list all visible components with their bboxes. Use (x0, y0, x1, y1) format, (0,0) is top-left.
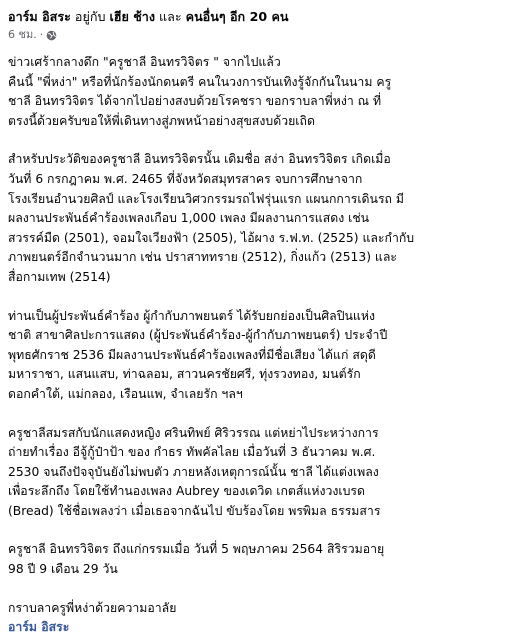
text-line: สำหรับประวัติของครูชาลี อินทรวิจิตรนั้น เดิมชื่อ สง่า อินทรวิจิตร เกิดเมื่อ (8, 152, 391, 167)
signature-link[interactable]: อาร์ม อิสระ (8, 620, 70, 635)
closing-block (8, 599, 503, 638)
text-line: ท่านเป็นผู้ประพันธ์คำร้อง ผู้กำกับภาพยนตร์ ได้รับยกย่องเป็นศิลปินแห่ง (8, 308, 375, 323)
text-line: ตรงนี้ด้วยครับขอให้พี่เดินทางสู่ภพหน้าอย่างสุขสงบด้วยเถิด (8, 113, 315, 128)
paragraph-honors (8, 307, 503, 405)
text-line: ผลงานประพันธ์คำร้องเพลงเกือบ 1,000 เพลง มีผลงานการแสดง เช่น (8, 211, 370, 226)
text-line: เพื่อระลึกถึง โดยใช้ทำนองเพลง Aubrey ของเดวิด เกตส์แห่งวงเบรด (8, 484, 365, 499)
text-line: พุทธศักราช 2536 มีผลงานประพันธ์คำร้องเพลงที่มีชื่อเสียง ได้แก่ สดุดี (8, 347, 376, 362)
text-line: มหาราชา, แสนแสบ, ท่าฉลอม, สาวนครชัยศรี, ทุ่งรวงทอง, มนต์รัก (8, 367, 361, 382)
text-line: 98 ปี 9 เดือน 29 วัน (8, 562, 118, 577)
post-header (8, 0, 503, 42)
text-line: ครูชาลี อินทรวิจิตร ถึงแก่กรรมเมื่อ วันที่ 5 พฤษภาคม 2564 สิริรวมอายุ (8, 542, 385, 557)
text-line: 2530 จนถึงปัจจุบันยังไม่พบตัว ภายหลังเหตุการณ์นั้น ชาลี ได้แต่งเพลง (8, 464, 379, 479)
text-line: สวรรค์มืด (2501), จอมใจเวียงฟ้า (2505), ไอ้ผาง ร.ฟ.ท. (2525) และกำกับ (8, 230, 415, 245)
globe-icon[interactable] (46, 30, 57, 41)
text-line: ถ่ายทำเรื่อง อีจู้กู้ป๋าป้า ของ กำธร ทัพคัลไลย เมื่อวันที่ 3 ธันวาคม พ.ศ. (8, 445, 376, 460)
with-text: อยู่กับ (74, 9, 106, 24)
and-text: และ (159, 9, 182, 24)
text-line: ครูชาลีสมรสกับนักแสดงหญิง ศรินทิพย์ ศิริวรรณ แต่หย่าไประหว่างการ (8, 425, 379, 440)
text-line: (Bread) ใช้ชื่อเพลงว่า เมื่อเธอจากฉันไป ขับร้องโดย พรพิมล ธรรมสาร (8, 503, 381, 518)
post-body (8, 53, 503, 638)
closing-text: กราบลาครูพี่หง่าด้วยความอาลัย (8, 600, 177, 615)
text-line: ชาลี อินทรวิจิตร ได้จากไปอย่างสงบด้วยโรคชรา ขอกราบลาพี่หง่า ณ ที่ (8, 94, 382, 109)
paragraph-passing (8, 540, 503, 579)
text-line: ภาพยนตร์อีกจำนวนมาก เช่น ปราสาททราย (2512), กิ่งแก้ว (2513) และ (8, 250, 397, 265)
post-header-line (8, 9, 503, 25)
paragraph-intro (8, 53, 503, 131)
text-line: ดอกคำใต้, แม่กลอง, เรือนแพ, จำเลยรัก ฯลฯ (8, 386, 243, 401)
text-line: วันที่ 6 กรกฎาคม พ.ศ. 2465 ที่จังหวัดสมุทรสาคร จบการศึกษาจาก (8, 171, 363, 186)
text-line: ชาติ สาขาศิลปะการแสดง (ผู้ประพันธ์คำร้อง-ผู้กำกับภาพยนตร์) ประจำปี (8, 328, 388, 343)
text-line: สื่อกามเทพ (2514) (8, 269, 111, 284)
post-meta (8, 28, 503, 42)
paragraph-biography (8, 150, 503, 287)
text-line: ข่าวเศร้ากลางดึก "ครูชาลี อินทรวิจิตร " จากไปแล้ว (8, 55, 281, 69)
paragraph-marriage (8, 424, 503, 522)
text-line: คืนนี้ "พี่หง่า" หรือที่นักร้องนักดนตรี คนในวงการบันเทิงรู้จักกันในนาม ครู (8, 74, 392, 89)
tagged-person-link[interactable]: เฮีย ช้าง (109, 9, 155, 24)
tagged-others-link[interactable]: คนอื่นๆ อีก 20 คน (185, 9, 289, 24)
post-timestamp[interactable]: 6 ชม. (8, 28, 37, 41)
meta-separator: · (39, 28, 44, 41)
text-line: โรงเรียนอำนวยศิลป์ และโรงเรียนวิศวกรรมรถไฟรุ่นแรก แผนกการเดินรถ มี (8, 191, 405, 206)
author-name-link[interactable]: อาร์ม อิสระ (8, 9, 71, 24)
